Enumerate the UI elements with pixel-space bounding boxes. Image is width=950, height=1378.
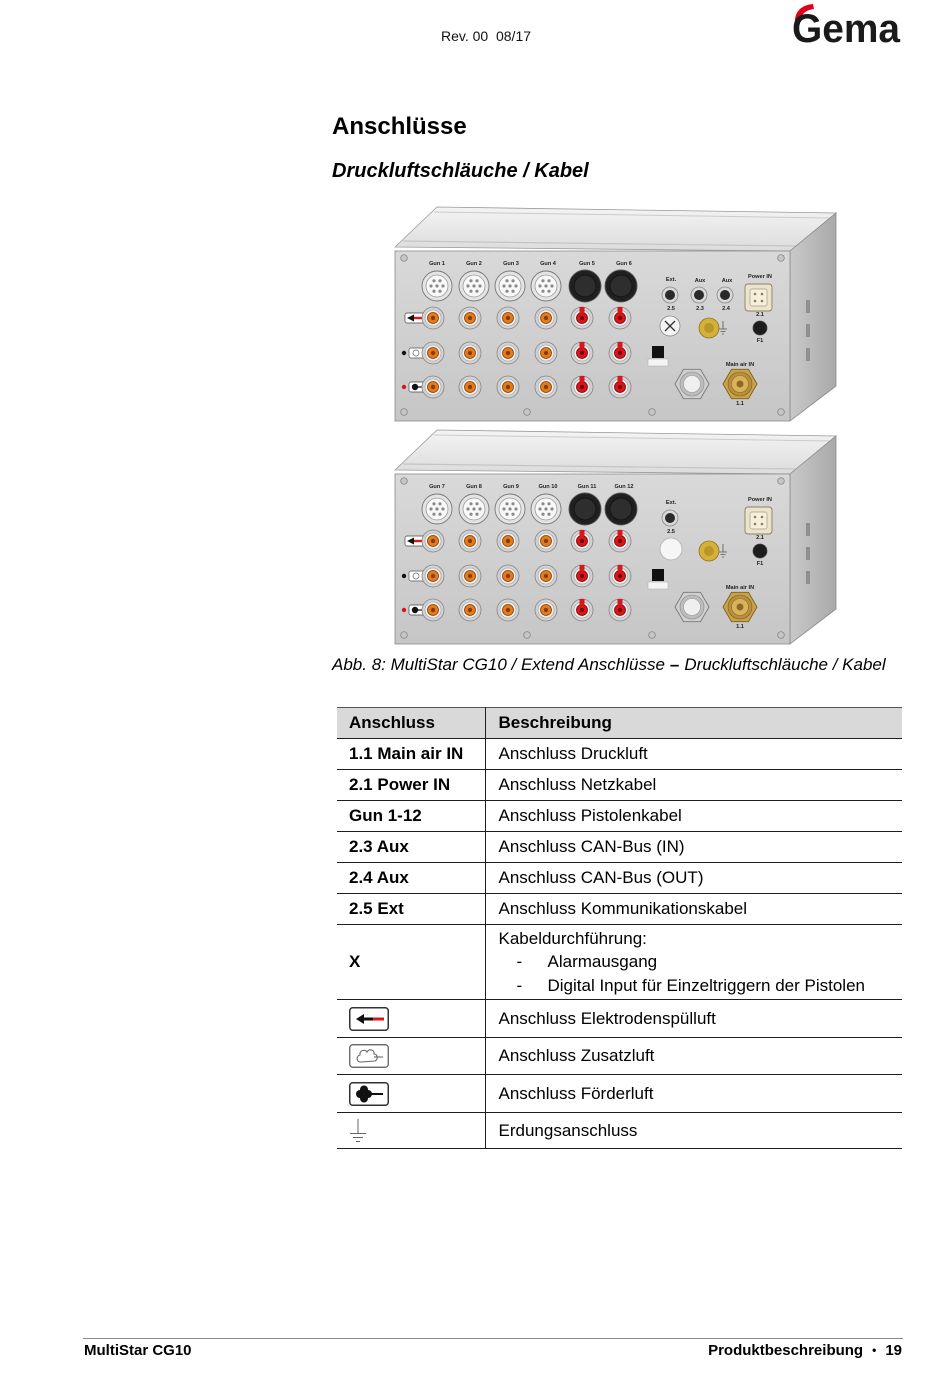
connector-pin [511, 513, 514, 516]
gun-label: Gun 9 [503, 484, 519, 490]
air-hose-fitting-bore [618, 316, 622, 320]
connector-pin [511, 502, 514, 505]
air-hose-fitting-bore [618, 351, 622, 355]
connector-pin [761, 300, 764, 303]
main-air-in-label: Main air IN [725, 585, 755, 591]
label-plate-square [652, 569, 664, 581]
figure-caption [332, 655, 886, 675]
connector-pin [466, 507, 469, 510]
connector-pin [544, 284, 547, 287]
device-connections-figure [390, 200, 845, 650]
description-cell: Anschluss Förderluft [485, 1075, 902, 1113]
gun-label: Gun 3 [503, 261, 519, 267]
connector-icon-cell [337, 1075, 485, 1113]
connector-pin [478, 284, 481, 287]
description-cell: Anschluss Elektrodenspülluft [485, 1000, 902, 1038]
connector-pin [754, 516, 757, 519]
screw [778, 409, 785, 416]
air-hose-fitting-bore [580, 539, 584, 543]
powder-hose-fitting-bore [468, 608, 472, 612]
connector-pin [754, 523, 757, 526]
table-row [337, 832, 902, 863]
table-row [337, 925, 902, 1000]
connector-pin [475, 290, 478, 293]
connector-pin [502, 284, 505, 287]
ext-number: 2.5 [667, 306, 675, 312]
powder-hose-fitting-bore [431, 351, 435, 355]
description-cell: Anschluss Druckluft [485, 739, 902, 770]
table-row [337, 1000, 902, 1038]
side-vent [806, 571, 810, 584]
powder-hose-fitting-bore [544, 574, 548, 578]
gun-label: Gun 11 [577, 484, 597, 490]
ext-connector-socket [665, 513, 675, 523]
powder-hose-fitting-bore [431, 574, 435, 578]
footer-rule [83, 1338, 903, 1339]
column-header-connection: Anschluss [337, 708, 485, 739]
aux-in-number: 2.3 [696, 306, 704, 312]
air-hose-fitting-tab [618, 376, 623, 382]
connector-pin [438, 290, 441, 293]
screw [524, 632, 531, 639]
connector-cell: 2.3 Aux [337, 832, 485, 863]
aux-out-number: 2.4 [722, 306, 730, 312]
powder-hose-fitting-bore [544, 608, 548, 612]
description-cell [485, 925, 902, 1000]
air-outlet-bore [684, 376, 701, 393]
connector-pin [508, 507, 511, 510]
powder-hose-fitting-bore [544, 351, 548, 355]
gun-label: Gun 7 [429, 484, 445, 490]
connector-icon-cell [337, 1000, 485, 1038]
logo-wordmark: Gema [792, 7, 901, 46]
connector-pin [547, 502, 550, 505]
air-hose-fitting-bore [580, 351, 584, 355]
connector-pin [761, 293, 764, 296]
screw [778, 478, 785, 485]
connector-pin [514, 507, 517, 510]
connector-pin [472, 284, 475, 287]
row-marker-dot [402, 574, 406, 578]
main-air-in-hole [737, 604, 744, 611]
connections-table [337, 707, 902, 1149]
connector-pin [475, 502, 478, 505]
aux-in-label: Aux [694, 278, 706, 284]
screw [401, 409, 408, 416]
aux-in-connector-socket [694, 290, 704, 300]
device-top-cover [395, 430, 836, 474]
footer-separator: • [872, 1343, 877, 1357]
connector-pin [469, 279, 472, 282]
main-air-in-label: Main air IN [725, 362, 755, 368]
powder-hose-fitting-bore [468, 316, 472, 320]
ground-terminal-screw [704, 546, 714, 556]
connector-pin [432, 290, 435, 293]
connector-pin [438, 513, 441, 516]
list-item-text: Alarmausgang [547, 952, 658, 972]
caption-suffix: Druckluftschläuche / Kabel [684, 655, 886, 674]
gun-label: Gun 8 [466, 484, 482, 490]
connector-cell: 2.5 Ext [337, 894, 485, 925]
connector-pin [469, 513, 472, 516]
air-hose-fitting-tab [580, 530, 585, 536]
air-hose-fitting-tab [618, 599, 623, 605]
air-hose-fitting-bore [580, 316, 584, 320]
air-hose-fitting-tab [580, 599, 585, 605]
connector-pin [502, 507, 505, 510]
powder-hose-fitting-bore [544, 316, 548, 320]
side-vent [806, 300, 810, 313]
fuse-holder [753, 544, 767, 558]
description-cell: Anschluss Pistolenkabel [485, 801, 902, 832]
row-marker-dot [402, 608, 406, 612]
screw [778, 632, 785, 639]
table-row [337, 1038, 902, 1075]
connector-cell: 2.4 Aux [337, 863, 485, 894]
main-air-in-number: 1.1 [736, 624, 744, 630]
aux-out-connector-socket [720, 290, 730, 300]
ext-number: 2.5 [667, 529, 675, 535]
caption-dash: – [669, 655, 680, 674]
blind-plug [660, 538, 682, 560]
description-cell: Anschluss CAN-Bus (IN) [485, 832, 902, 863]
device-unit-2 [395, 430, 836, 644]
ext-label: Ext. [665, 500, 677, 506]
connector-pin [541, 513, 544, 516]
powder-hose-fitting-bore [431, 608, 435, 612]
description-cell: Erdungsanschluss [485, 1113, 902, 1149]
power-in-number: 2.1 [756, 312, 764, 318]
air-hose-fitting-tab [618, 565, 623, 571]
row-marker-dot [402, 351, 406, 355]
connector-pin [505, 513, 508, 516]
conveying-air-icon [349, 1082, 389, 1106]
screw [401, 478, 408, 485]
air-hose-fitting-tab [580, 376, 585, 382]
powder-hose-fitting-bore [468, 539, 472, 543]
screw [778, 255, 785, 262]
power-in-label: Power IN [748, 274, 772, 280]
powder-hose-fitting-bore [506, 385, 510, 389]
gun-label: Gun 2 [466, 261, 482, 267]
connector-pin [508, 284, 511, 287]
label-plate-square [652, 346, 664, 358]
table-header-row [337, 708, 902, 739]
page-title: Anschlüsse [332, 113, 467, 140]
table-row [337, 1075, 902, 1113]
supplementary-air-icon [349, 1044, 389, 1068]
connector-pin [432, 513, 435, 516]
connector-pin [505, 502, 508, 505]
row-marker-dot [402, 385, 406, 389]
aux-out-label: Aux [721, 278, 733, 284]
gema-logo [791, 2, 903, 46]
list-bullet: - [516, 975, 523, 995]
powder-hose-fitting-bore [544, 539, 548, 543]
gun-connector-cap-center [610, 498, 632, 520]
air-outlet-bore [684, 599, 701, 616]
connector-pin [761, 516, 764, 519]
description-cell: Anschluss Kommunikationskabel [485, 894, 902, 925]
gun-connector-cap-center [574, 275, 596, 297]
screw [401, 632, 408, 639]
caption-prefix: Abb. 8: MultiStar CG10 / Extend Anschlüsse [332, 655, 665, 674]
fuse-holder [753, 321, 767, 335]
powder-hose-fitting-bore [506, 316, 510, 320]
connector-pin [761, 523, 764, 526]
description-cell: Anschluss CAN-Bus (OUT) [485, 863, 902, 894]
connector-pin [541, 279, 544, 282]
footer-product: MultiStar CG10 [84, 1342, 192, 1359]
power-in-connector-insert [750, 512, 767, 529]
connector-pin [550, 507, 553, 510]
table-row [337, 1113, 902, 1149]
list-bullet: - [516, 952, 523, 972]
connector-pin [438, 502, 441, 505]
connector-pin [505, 279, 508, 282]
connector-pin [466, 284, 469, 287]
connector-pin [432, 502, 435, 505]
air-hose-fitting-tab [618, 530, 623, 536]
connector-pin [547, 513, 550, 516]
description-heading: Kabeldurchführung: [498, 928, 647, 948]
fuse-label: F1 [756, 338, 764, 344]
table-row [337, 770, 902, 801]
air-hose-fitting-bore [618, 574, 622, 578]
connector-pin [514, 284, 517, 287]
gun-connector-cap-center [610, 275, 632, 297]
description-list-item [499, 974, 903, 998]
connector-pin [538, 507, 541, 510]
footer-section-page [708, 1342, 902, 1359]
connector-pin [469, 290, 472, 293]
gun-label: Gun 10 [538, 484, 558, 490]
connector-pin [429, 284, 432, 287]
connector-pin [541, 502, 544, 505]
column-header-description: Beschreibung [485, 708, 902, 739]
connector-pin [511, 290, 514, 293]
powder-hose-fitting-bore [468, 385, 472, 389]
list-item-text: Digital Input für Einzeltriggern der Pistolen [547, 975, 865, 995]
gun-label: Gun 5 [579, 261, 595, 267]
connector-pin [544, 507, 547, 510]
air-hose-fitting-bore [618, 539, 622, 543]
power-in-connector-insert [750, 289, 767, 306]
air-hose-fitting-bore [580, 608, 584, 612]
air-hose-fitting-bore [618, 385, 622, 389]
air-hose-fitting-tab [580, 307, 585, 313]
powder-hose-fitting-bore [431, 316, 435, 320]
connector-icon-cell [337, 1038, 485, 1075]
fuse-label: F1 [756, 561, 764, 567]
label-plate-tag [648, 359, 668, 366]
air-hose-fitting-bore [580, 385, 584, 389]
connector-pin [754, 300, 757, 303]
footer-section: Produktbeschreibung [708, 1342, 864, 1359]
air-hose-fitting-bore [618, 608, 622, 612]
connector-pin [469, 502, 472, 505]
ground-icon [349, 1119, 367, 1143]
description-cell: Anschluss Netzkabel [485, 770, 902, 801]
power-in-number: 2.1 [756, 535, 764, 541]
powder-hose-fitting-bore [431, 539, 435, 543]
gun-label: Gun 1 [429, 261, 445, 267]
connector-pin [538, 284, 541, 287]
air-hose-fitting-tab [580, 565, 585, 571]
air-hose-fitting-bore [580, 574, 584, 578]
connector-icon-cell [337, 1113, 485, 1149]
gun-label: Gun 12 [614, 484, 634, 490]
powder-hose-fitting-bore [468, 574, 472, 578]
screw [524, 409, 531, 416]
connector-pin [429, 507, 432, 510]
revision-label: Rev. 00 08/17 [441, 28, 532, 44]
power-in-label: Power IN [748, 497, 772, 503]
air-hose-fitting-tab [618, 307, 623, 313]
description-cell: Anschluss Zusatzluft [485, 1038, 902, 1075]
connector-pin [550, 284, 553, 287]
connector-pin [435, 507, 438, 510]
connector-pin [547, 279, 550, 282]
connector-pin [438, 279, 441, 282]
powder-hose-fitting-bore [506, 574, 510, 578]
connector-pin [541, 290, 544, 293]
connector-pin [475, 279, 478, 282]
connector-cell: 1.1 Main air IN [337, 739, 485, 770]
connector-pin [441, 507, 444, 510]
ext-connector-socket [665, 290, 675, 300]
electrode-rinsing-air-icon [349, 1007, 389, 1031]
connector-pin [505, 290, 508, 293]
gun-label: Gun 4 [540, 261, 556, 267]
side-vent [806, 348, 810, 361]
connector-pin [475, 513, 478, 516]
description-list-item [499, 950, 903, 974]
connector-cell: X [337, 925, 485, 1000]
screw [401, 255, 408, 262]
table-row [337, 739, 902, 770]
table-row [337, 801, 902, 832]
connector-pin [432, 279, 435, 282]
connector-pin [472, 507, 475, 510]
page-number: 19 [885, 1342, 902, 1359]
powder-hose-fitting-bore [506, 608, 510, 612]
table-row [337, 894, 902, 925]
connector-cell: Gun 1-12 [337, 801, 485, 832]
connector-pin [441, 284, 444, 287]
connector-cell: 2.1 Power IN [337, 770, 485, 801]
connector-pin [511, 279, 514, 282]
device-unit-1 [395, 207, 836, 421]
powder-hose-fitting-bore [431, 385, 435, 389]
ext-label: Ext. [665, 277, 677, 283]
gun-label: Gun 6 [616, 261, 632, 267]
main-air-in-hole [737, 381, 744, 388]
air-hose-fitting-tab [580, 342, 585, 348]
side-vent [806, 547, 810, 560]
screw [649, 632, 656, 639]
page-subtitle: Druckluftschläuche / Kabel [332, 160, 589, 182]
gun-connector-cap-center [574, 498, 596, 520]
screw [649, 409, 656, 416]
connector-pin [435, 284, 438, 287]
side-vent [806, 523, 810, 536]
air-hose-fitting-tab [618, 342, 623, 348]
powder-hose-fitting-bore [468, 351, 472, 355]
powder-hose-fitting-bore [544, 385, 548, 389]
main-air-in-number: 1.1 [736, 401, 744, 407]
side-vent [806, 324, 810, 337]
connector-pin [754, 293, 757, 296]
device-top-cover [395, 207, 836, 251]
ground-terminal-screw [704, 323, 714, 333]
label-plate-tag [648, 582, 668, 589]
powder-hose-fitting-bore [506, 351, 510, 355]
powder-hose-fitting-bore [506, 539, 510, 543]
table-row [337, 863, 902, 894]
connector-pin [478, 507, 481, 510]
connector-pin [547, 290, 550, 293]
